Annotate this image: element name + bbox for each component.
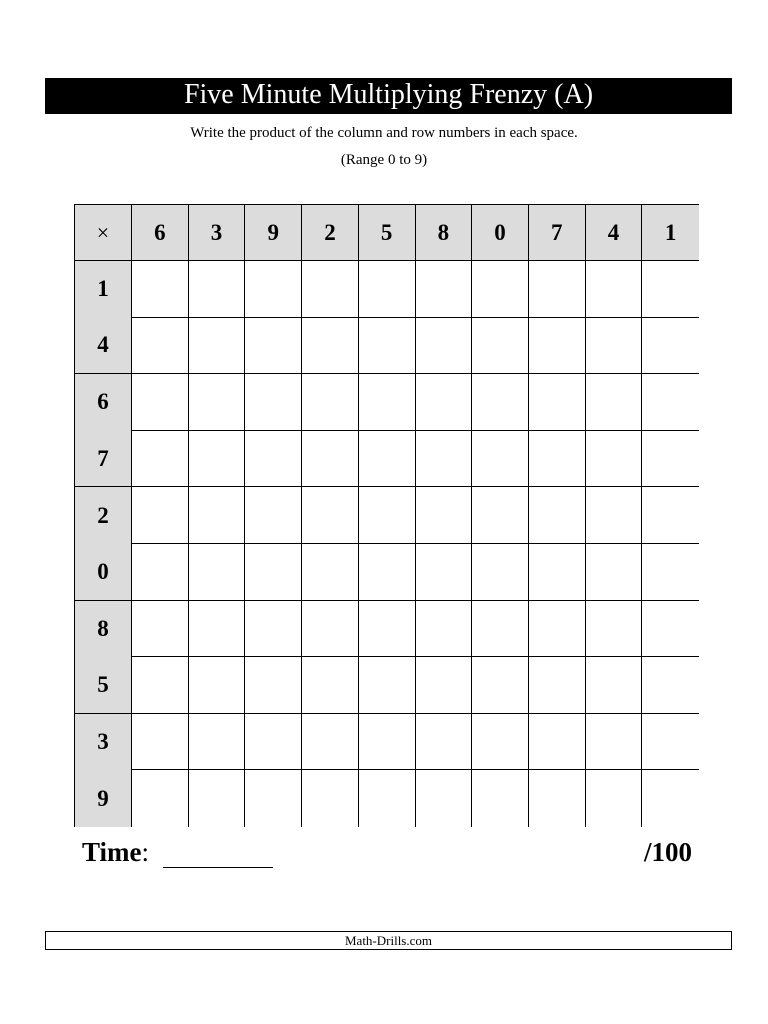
column-header-number: 9 [245, 205, 302, 261]
answer-cell[interactable] [359, 374, 416, 431]
answer-cell[interactable] [189, 657, 246, 714]
answer-cell[interactable] [245, 374, 302, 431]
worksheet-title: Five Minute Multiplying Frenzy (A) [45, 78, 732, 114]
answer-cell[interactable] [529, 601, 586, 658]
answer-cell[interactable] [189, 374, 246, 431]
answer-cell[interactable] [416, 431, 473, 488]
time-field [82, 836, 273, 868]
answer-cell[interactable] [642, 487, 699, 544]
row-header-number: 7 [75, 431, 132, 488]
answer-cell[interactable] [586, 431, 643, 488]
answer-cell[interactable] [359, 261, 416, 318]
answer-cell[interactable] [359, 431, 416, 488]
answer-cell[interactable] [642, 544, 699, 601]
answer-cell[interactable] [529, 374, 586, 431]
column-header-number: 6 [132, 205, 189, 261]
answer-cell[interactable] [132, 374, 189, 431]
answer-cell[interactable] [359, 714, 416, 771]
answer-cell[interactable] [472, 318, 529, 375]
row-header-number: 3 [75, 714, 132, 771]
answer-cell[interactable] [245, 487, 302, 544]
answer-cell[interactable] [472, 374, 529, 431]
answer-cell[interactable] [416, 261, 473, 318]
answer-cell[interactable] [359, 657, 416, 714]
answer-cell[interactable] [472, 544, 529, 601]
answer-cell[interactable] [472, 714, 529, 771]
answer-cell[interactable] [416, 601, 473, 658]
row-header-number: 0 [75, 544, 132, 601]
answer-cell[interactable] [472, 261, 529, 318]
answer-cell[interactable] [586, 544, 643, 601]
answer-cell[interactable] [302, 544, 359, 601]
answer-cell[interactable] [245, 544, 302, 601]
answer-cell[interactable] [359, 770, 416, 827]
answer-cell[interactable] [529, 318, 586, 375]
answer-cell[interactable] [586, 770, 643, 827]
answer-cell[interactable] [245, 261, 302, 318]
answer-cell[interactable] [529, 714, 586, 771]
answer-cell[interactable] [586, 657, 643, 714]
column-header-number: 5 [359, 205, 416, 261]
answer-cell[interactable] [132, 544, 189, 601]
instructions-text: Write the product of the column and row numbers in each space. [190, 125, 578, 141]
answer-cell[interactable] [416, 318, 473, 375]
answer-cell[interactable] [245, 770, 302, 827]
answer-cell[interactable] [416, 487, 473, 544]
answer-cell[interactable] [245, 657, 302, 714]
answer-cell[interactable] [302, 374, 359, 431]
answer-cell[interactable] [472, 431, 529, 488]
range-text: (Range 0 to 9) [340, 152, 428, 168]
answer-cell[interactable] [302, 261, 359, 318]
multiplication-grid [74, 204, 699, 827]
answer-cell[interactable] [245, 714, 302, 771]
answer-cell[interactable] [642, 601, 699, 658]
answer-cell[interactable] [642, 714, 699, 771]
answer-cell[interactable] [416, 374, 473, 431]
answer-cell[interactable] [529, 431, 586, 488]
answer-cell[interactable] [245, 601, 302, 658]
answer-cell[interactable] [245, 431, 302, 488]
answer-cell[interactable] [472, 487, 529, 544]
answer-cell[interactable] [359, 318, 416, 375]
answer-cell[interactable] [529, 261, 586, 318]
row-header-number: 6 [75, 374, 132, 431]
row-header-number: 8 [75, 601, 132, 658]
answer-cell[interactable] [359, 487, 416, 544]
row-header-number: 9 [75, 770, 132, 827]
answer-cell[interactable] [472, 601, 529, 658]
answer-cell[interactable] [302, 318, 359, 375]
answer-cell[interactable] [359, 544, 416, 601]
answer-cell[interactable] [529, 544, 586, 601]
answer-cell[interactable] [642, 374, 699, 431]
answer-cell[interactable] [586, 714, 643, 771]
answer-cell[interactable] [586, 487, 643, 544]
answer-cell[interactable] [132, 261, 189, 318]
answer-cell[interactable] [416, 657, 473, 714]
answer-cell[interactable] [359, 601, 416, 658]
time-colon: : [141, 837, 150, 867]
answer-cell[interactable] [472, 770, 529, 827]
answer-cell[interactable] [132, 318, 189, 375]
row-header-number: 2 [75, 487, 132, 544]
answer-cell[interactable] [189, 770, 246, 827]
time-answer-line[interactable] [163, 841, 273, 868]
answer-cell[interactable] [189, 261, 246, 318]
answer-cell[interactable] [302, 487, 359, 544]
answer-cell[interactable] [132, 601, 189, 658]
answer-cell[interactable] [529, 657, 586, 714]
answer-cell[interactable] [302, 431, 359, 488]
time-label: Time [82, 837, 142, 867]
answer-cell[interactable] [132, 431, 189, 488]
answer-cell[interactable] [416, 714, 473, 771]
column-header-number: 0 [472, 205, 529, 261]
answer-cell[interactable] [132, 714, 189, 771]
answer-cell[interactable] [529, 487, 586, 544]
answer-cell[interactable] [245, 318, 302, 375]
answer-cell[interactable] [189, 431, 246, 488]
answer-cell[interactable] [132, 657, 189, 714]
column-header-number: 8 [416, 205, 473, 261]
row-header-number: 5 [75, 657, 132, 714]
answer-cell[interactable] [416, 770, 473, 827]
score-total: /100 [643, 837, 692, 867]
column-header-number: 2 [302, 205, 359, 261]
column-header-number: 4 [586, 205, 643, 261]
answer-cell[interactable] [189, 714, 246, 771]
answer-cell[interactable] [586, 261, 643, 318]
answer-cell[interactable] [586, 601, 643, 658]
row-header-number: 1 [75, 261, 132, 318]
multiply-symbol: × [75, 205, 132, 261]
answer-cell[interactable] [642, 657, 699, 714]
answer-cell[interactable] [132, 770, 189, 827]
answer-cell[interactable] [642, 318, 699, 375]
answer-cell[interactable] [586, 374, 643, 431]
column-header-number: 7 [529, 205, 586, 261]
answer-cell[interactable] [472, 657, 529, 714]
answer-cell[interactable] [302, 601, 359, 658]
answer-cell[interactable] [189, 318, 246, 375]
column-header-number: 3 [189, 205, 246, 261]
answer-cell[interactable] [642, 770, 699, 827]
answer-cell[interactable] [642, 261, 699, 318]
answer-cell[interactable] [302, 657, 359, 714]
row-header-number: 4 [75, 318, 132, 375]
column-header-number: 1 [642, 205, 699, 261]
footer-credit: Math-Drills.com [45, 931, 732, 950]
answer-cell[interactable] [642, 431, 699, 488]
answer-cell[interactable] [529, 770, 586, 827]
answer-cell[interactable] [416, 544, 473, 601]
answer-cell[interactable] [586, 318, 643, 375]
answer-cell[interactable] [302, 770, 359, 827]
answer-cell[interactable] [189, 601, 246, 658]
answer-cell[interactable] [302, 714, 359, 771]
answer-cell[interactable] [189, 544, 246, 601]
answer-cell[interactable] [189, 487, 246, 544]
answer-cell[interactable] [132, 487, 189, 544]
